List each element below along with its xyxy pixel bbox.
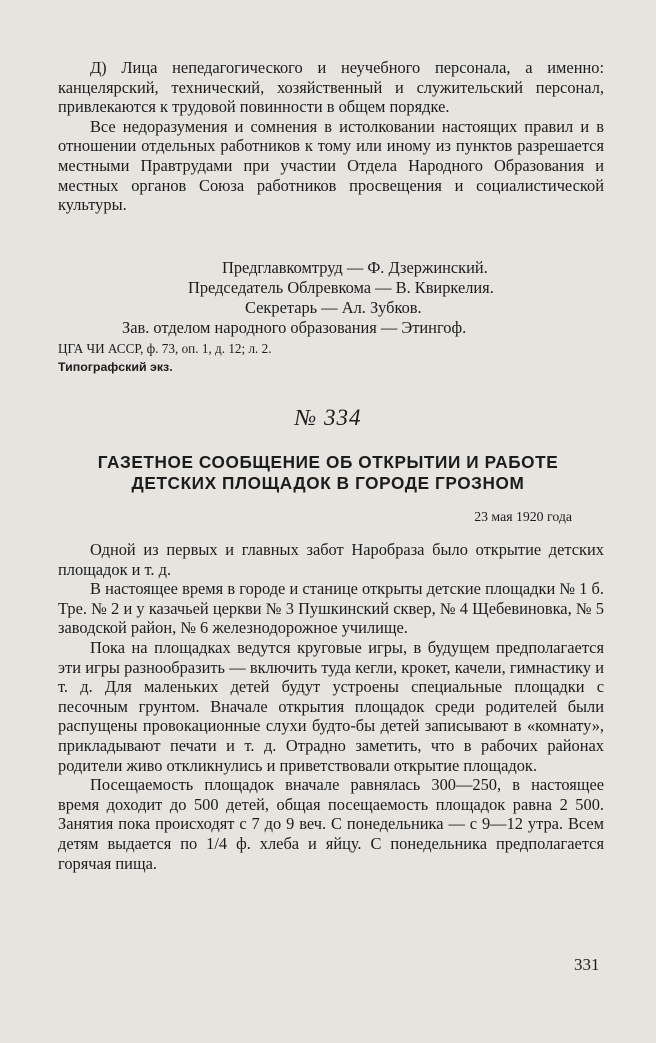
- archive-reference: ЦГА ЧИ АССР, ф. 73, оп. 1, д. 12; л. 2.: [58, 341, 272, 356]
- document-number: № 334: [294, 405, 362, 430]
- copy-type: Типографский экз.: [58, 360, 173, 374]
- paragraph-disputes: Все недоразумения и сомнения в истолковании настоящих правил и в отношении отдельных работников к тому или иному из пунктов разрешается местными Правтрудами при участии Отдела Народного Образования и местных органов Союза работников просвещения и социалистической культуры.: [58, 116, 604, 215]
- document-title-line-2: ДЕТСКИХ ПЛОЩАДОК В ГОРОДЕ ГРОЗНОМ: [131, 473, 525, 493]
- paragraph-attendance: Посещаемость площадок вначале равнялась 300—250, в настоящее время доходит до 500 детей, общая посещаемость площадок равна 2 500. Занятия пока происходят с 7 до 9 веч. С понедельника — с 9—12 утра. Всем детям выдается по 1/4 ф. хлеба и яйцу. С понедельника предполагается горячая пища.: [58, 775, 604, 873]
- signature-etingof: Зав. отделом народного образования — Этингоф.: [122, 318, 467, 337]
- signature-dzerzhinsky: Предглавкомтруд — Ф. Дзержинский.: [222, 258, 488, 277]
- page-number: 331: [574, 955, 600, 974]
- paragraph-playgrounds-list: В настоящее время в городе и станице открыты детские площадки № 1 б. Тре. № 2 и у казачьей церкви № 3 Пушкинский сквер, № 4 Щебевиновка, № 5 заводской район, № 6 железнодорожное училище.: [58, 579, 604, 638]
- document-body: [58, 540, 604, 873]
- paragraph-intro: Одной из первых и главных забот Наробраза было открытие детских площадок и т. д.: [58, 540, 604, 579]
- document-title-line-1: ГАЗЕТНОЕ СООБЩЕНИЕ ОБ ОТКРЫТИИ И РАБОТЕ: [97, 452, 559, 472]
- signature-zubkov: Секретарь — Ал. Зубков.: [245, 298, 422, 317]
- document-title: [40, 452, 616, 494]
- paragraph-personnel: Д) Лица непедагогического и неучебного персонала, а именно: канцелярский, технический, хозяйственный и служительский персонал, привлекаются к трудовой повинности в общем порядке.: [58, 58, 604, 117]
- signature-kvirkelia: Председатель Облревкома — В. Квиркелия.: [188, 278, 494, 297]
- paragraph-games: Пока на площадках ведутся круговые игры, в будущем предполагается эти игры разнообразить — включить туда кегли, крокет, качели, гимнастику и т. д. Для маленьких детей будут устроены специальные площадки с песочным грунтом. Вначале открытия площадок среди родителей были распущены провокационные слухи будто-бы детей записывают в «комнату», прикладывают печати и т. д. Отрадно заметить, что в рабочих районах родители живо откликнулись и приветствовали открытие площадок.: [58, 637, 604, 775]
- top-text-block: [58, 58, 604, 215]
- document-date: 23 мая 1920 года: [474, 509, 572, 524]
